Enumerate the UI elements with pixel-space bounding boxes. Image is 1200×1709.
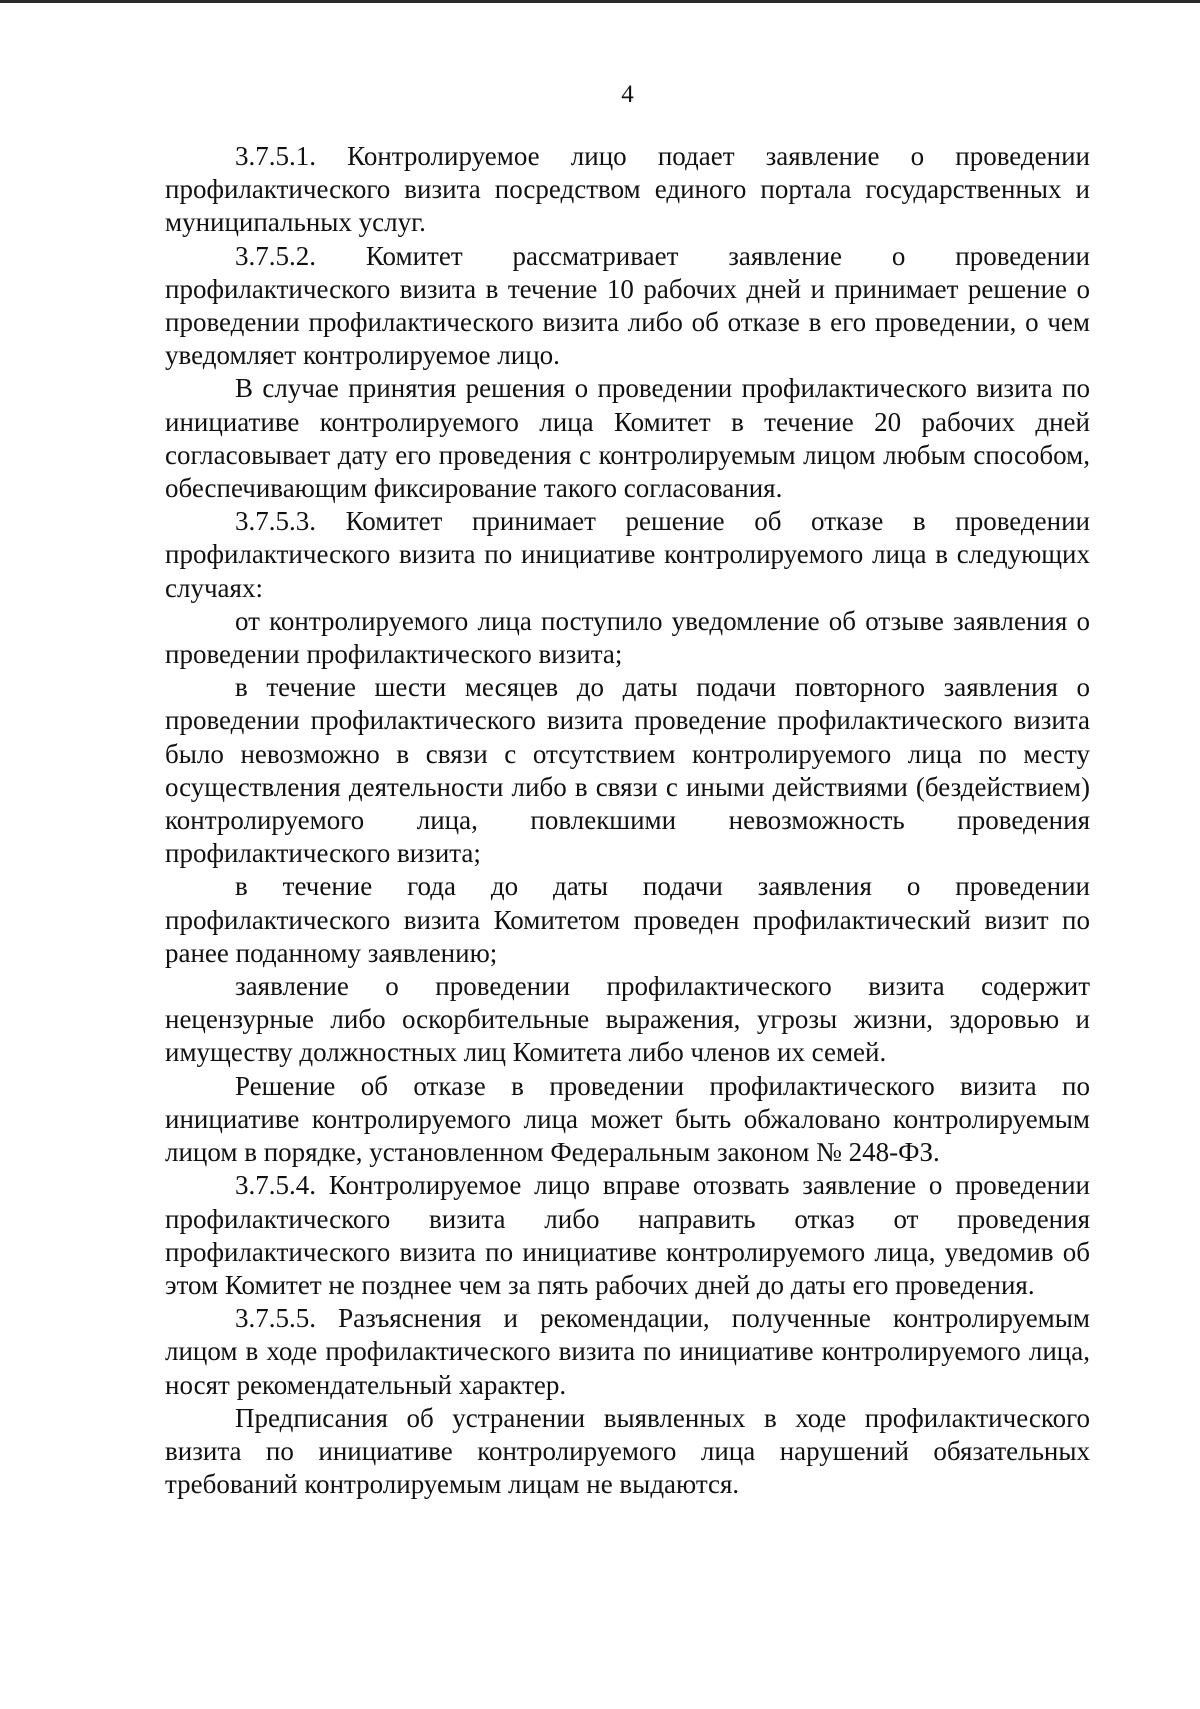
refusal-case-impossible-visit: в течение шести месяцев до даты подачи повторного заявления о проведении профилактического визита проведение профилактического визита было невозможно в связи с отсутствием контролируемого лица по месту осуществления деятельности либо в связи с иными действиями (бездействием) контролируемого лица, повлекшими невозможность проведения профилактического визита;	[165, 672, 1090, 869]
paragraph-3-7-5-3: 3.7.5.3. Комитет принимает решение об отказе в проведении профилактического визита по инициативе контролируемого лица в следующих случаях:	[165, 506, 1090, 603]
paragraph-prescriptions: Предписания об устранении выявленных в ходе профилактического визита по инициативе контролируемого лица нарушений обязательных требований контролируемым лицам не выдаются.	[165, 1402, 1090, 1500]
scan-top-edge	[0, 0, 1200, 3]
paragraph-3-7-5-5: 3.7.5.5. Разъяснения и рекомендации, полученные контролируемым лицом в ходе профилактического визита по инициативе контролируемого лица, носят рекомендательный характер.	[165, 1303, 1090, 1400]
refusal-case-offensive-content: заявление о проведении профилактического визита содержит нецензурные либо оскорбительные выражения, угрозы жизни, здоровью и имуществу должностных лиц Комитета либо членов их семей.	[165, 971, 1090, 1068]
paragraph-3-7-5-2: 3.7.5.2. Комитет рассматривает заявление о проведении профилактического визита в течение 10 рабочих дней и принимает решение о проведении профилактического визита либо об отказе в его проведении, о чем уведомляет контролируемое лицо.	[165, 240, 1090, 371]
paragraph-3-7-5-1: 3.7.5.1. Контролируемое лицо подает заявление о проведении профилактического визита посредством единого портала государственных и муниципальных услуг.	[165, 141, 1090, 238]
paragraph-appeal: Решение об отказе в проведении профилактического визита по инициативе контролируемого лица может быть обжаловано контролируемым лицом в порядке, установленном Федеральным законом № 248-ФЗ.	[165, 1070, 1090, 1168]
refusal-case-visit-within-year: в течение года до даты подачи заявления о проведении профилактического визита Комитетом проведен профилактический визит по ранее поданному заявлению;	[165, 871, 1090, 968]
refusal-case-withdrawal: от контролируемого лица поступило уведомление об отзыве заявления о проведении профилактического визита;	[165, 605, 1090, 670]
paragraph-agreement-date: В случае принятия решения о проведении профилактического визита по инициативе контролируемого лица Комитет в течение 20 рабочих дней согласовывает дату его проведения с контролируемым лицом любым способом, обеспечивающим фиксирование такого согласования.	[165, 373, 1090, 504]
paragraph-3-7-5-4: 3.7.5.4. Контролируемое лицо вправе отозвать заявление о проведении профилактического визита либо направить отказ от проведения профилактического визита по инициативе контролируемого лица, уведомив об этом Комитет не позднее чем за пять рабочих дней до даты его проведения.	[165, 1170, 1090, 1300]
document-body	[165, 140, 1090, 1501]
page-number: 4	[621, 81, 634, 108]
